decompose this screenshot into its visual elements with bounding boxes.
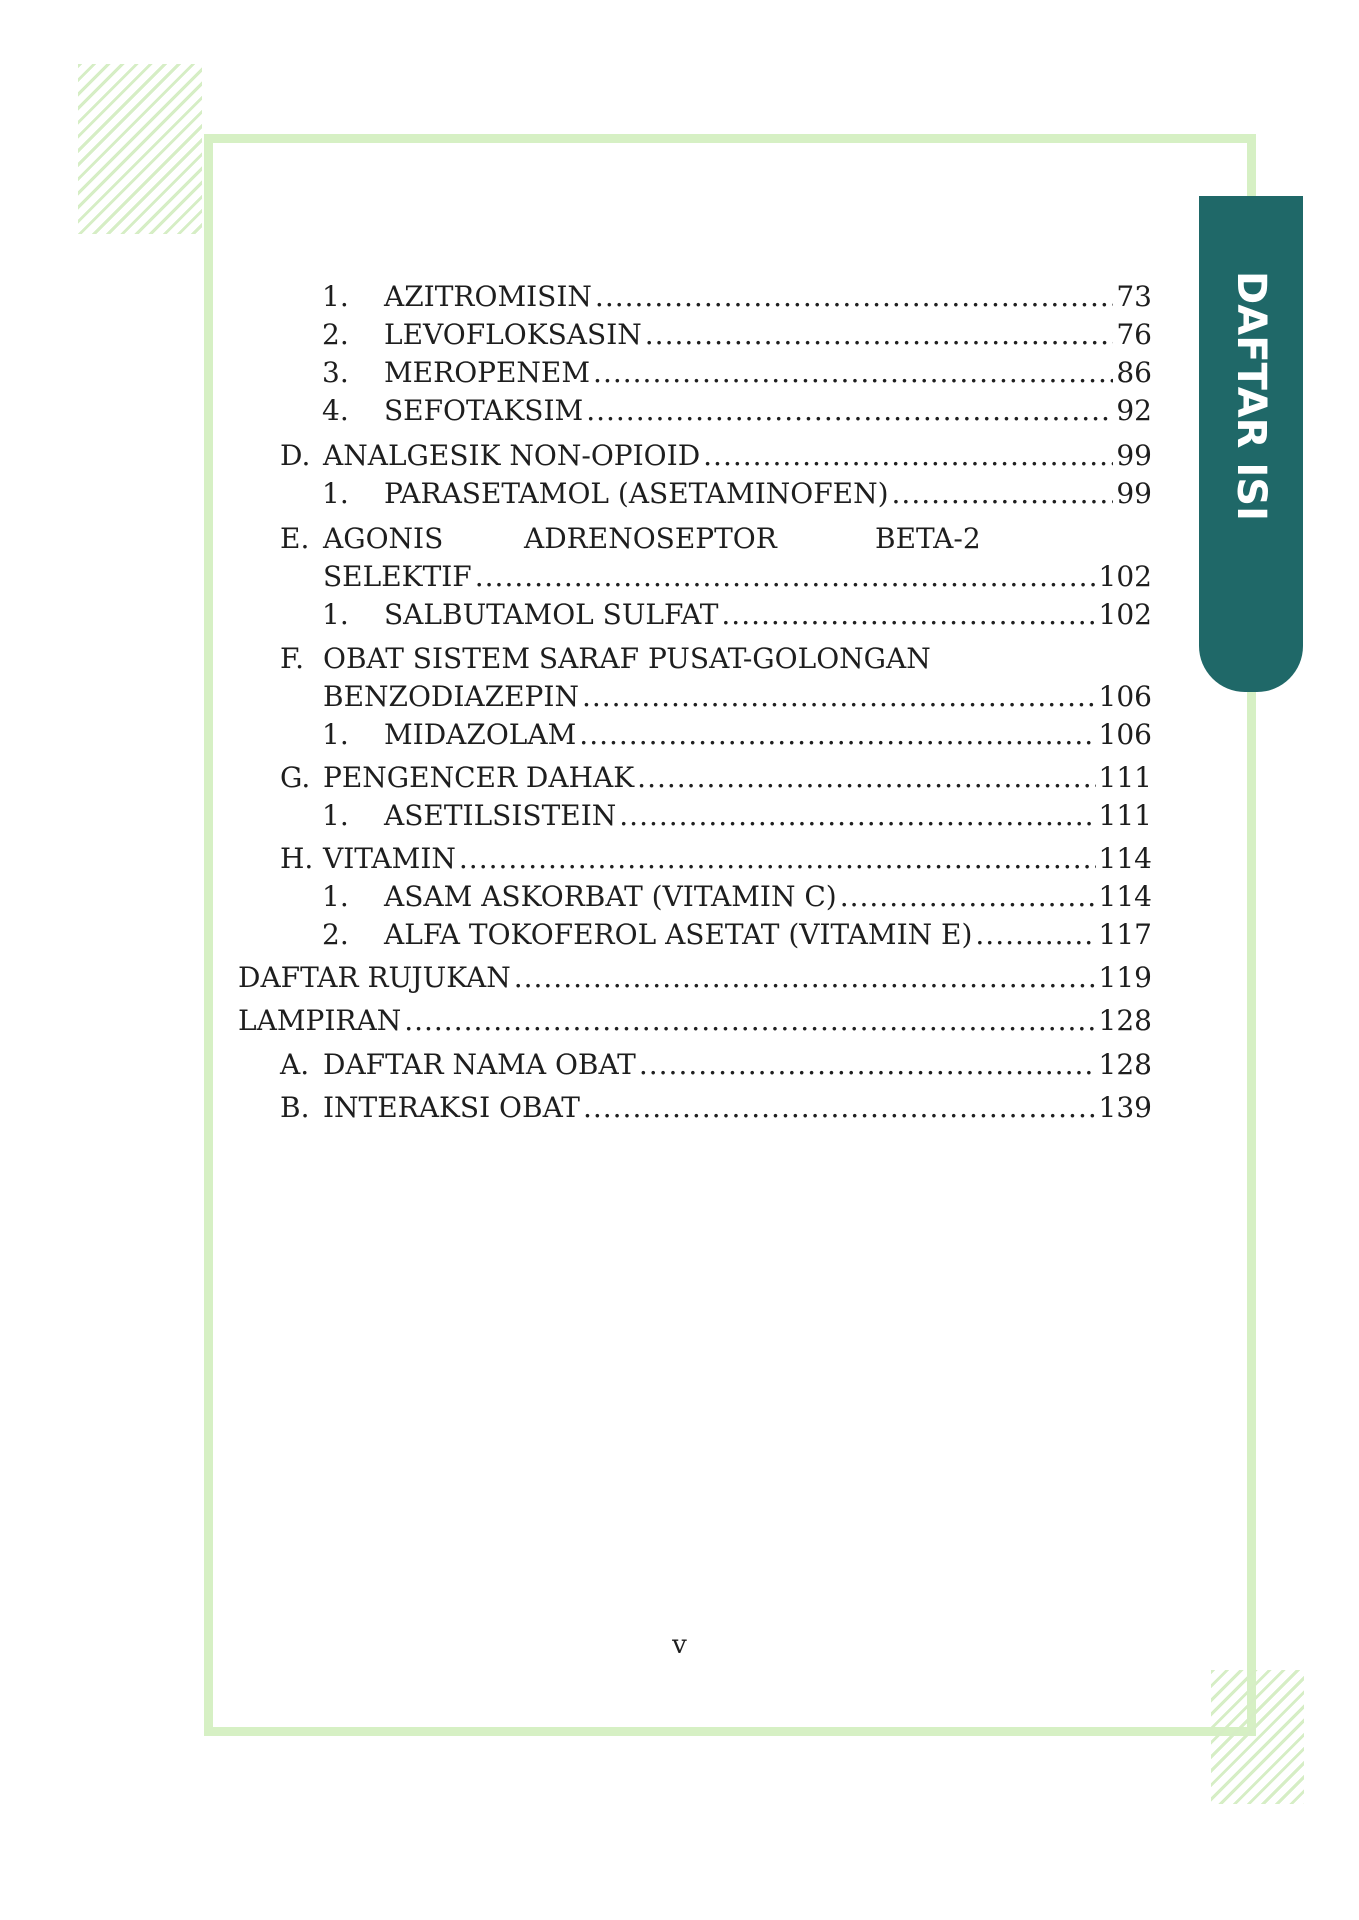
toc-entry[interactable] — [322, 474, 1152, 514]
leader-dots — [404, 1001, 1095, 1041]
leader-dots — [586, 391, 1113, 431]
toc-entry-label: SALBUTAMOL SULFAT — [384, 598, 719, 631]
toc-entry[interactable] — [322, 595, 1152, 635]
toc-entry-letter: F. — [280, 642, 304, 675]
toc-entry-label: PENGENCER DAHAK — [323, 761, 635, 794]
toc-entry-number: 2. — [322, 318, 349, 351]
toc-entry-label: MEROPENEM — [384, 356, 591, 389]
leader-dots — [975, 915, 1095, 955]
toc-entry-page: 128 — [1098, 1004, 1152, 1037]
leader-dots — [637, 758, 1095, 798]
leader-dots — [892, 474, 1114, 514]
toc-entry-label: ANALGESIK NON-OPIOID — [323, 439, 701, 472]
toc-entry-page: 114 — [1098, 842, 1152, 875]
section-side-tab — [1199, 196, 1303, 692]
leader-dots — [619, 796, 1095, 836]
decorative-hatch-top-left — [78, 64, 202, 234]
toc-entry[interactable] — [280, 436, 1152, 476]
toc-entry[interactable] — [323, 557, 1152, 597]
toc-entry-number: 2. — [322, 918, 349, 951]
toc-entry-label: INTERAKSI OBAT — [323, 1091, 580, 1124]
toc-entry-page: 117 — [1098, 918, 1152, 951]
toc-entry-letter: E. — [280, 522, 310, 555]
toc-entry[interactable] — [322, 715, 1152, 755]
toc-entry-letter: D. — [280, 439, 311, 472]
leader-dots — [639, 1045, 1096, 1085]
decorative-hatch-bottom-right — [1211, 1670, 1304, 1804]
leader-dots — [475, 557, 1096, 597]
leader-dots — [840, 877, 1096, 917]
leader-dots — [595, 277, 1113, 317]
toc-entry[interactable] — [280, 1088, 1152, 1128]
leader-dots — [514, 958, 1096, 998]
toc-entry-label-word: AGONIS — [323, 522, 444, 555]
toc-entry-page: 86 — [1116, 356, 1152, 389]
toc-entry-label: VITAMIN — [323, 842, 456, 875]
toc-entry-label: LEVOFLOKSASIN — [384, 318, 642, 351]
toc-entry-page: 111 — [1098, 761, 1152, 794]
toc-entry-label: SEFOTAKSIM — [384, 394, 584, 427]
toc-entry[interactable] — [322, 877, 1152, 917]
toc-entry-label: BENZODIAZEPIN — [323, 680, 579, 713]
leader-dots — [593, 353, 1113, 393]
toc-entry-label: ASETILSISTEIN — [384, 799, 617, 832]
leader-dots — [459, 839, 1096, 879]
toc-entry[interactable] — [323, 677, 1152, 717]
toc-entry-page: 106 — [1098, 680, 1152, 713]
toc-entry[interactable] — [280, 839, 1152, 879]
toc-entry-label-word: BETA-2 — [875, 522, 981, 555]
toc-entry-label: SELEKTIF — [323, 560, 472, 593]
toc-entry[interactable] — [280, 1045, 1152, 1085]
toc-entry-label: LAMPIRAN — [238, 1004, 402, 1037]
toc-entry-letter: B. — [280, 1091, 310, 1124]
leader-dots — [703, 436, 1113, 476]
toc-entry-number: 1. — [322, 280, 349, 313]
toc-entry-page: 102 — [1098, 598, 1152, 631]
toc-entry-label: PARASETAMOL (ASETAMINOFEN) — [384, 477, 889, 510]
toc-entry-letter: H. — [280, 842, 314, 875]
toc-entry-page: 102 — [1098, 560, 1152, 593]
toc-entry[interactable] — [322, 277, 1152, 317]
toc-entry-letter: G. — [280, 761, 311, 794]
toc-entry-page: 99 — [1116, 439, 1152, 472]
side-tab-label: DAFTAR ISI — [1228, 271, 1274, 521]
leader-dots — [579, 715, 1095, 755]
toc-entry-label: AZITROMISIN — [384, 280, 592, 313]
toc-entry-label-word: ADRENOSEPTOR — [524, 522, 777, 555]
toc-entry-page: 99 — [1116, 477, 1152, 510]
toc-entry-number: 1. — [322, 598, 349, 631]
toc-entry-page: 114 — [1098, 880, 1152, 913]
leader-dots — [721, 595, 1095, 635]
toc-entry-label: ALFA TOKOFEROL ASETAT (VITAMIN E) — [384, 918, 973, 951]
toc-entry-number: 1. — [322, 477, 349, 510]
toc-entry-page: 106 — [1098, 718, 1152, 751]
toc-entry-page: 92 — [1116, 394, 1152, 427]
leader-dots — [645, 315, 1114, 355]
toc-entry[interactable] — [322, 391, 1152, 431]
page-number: v — [672, 1630, 687, 1660]
leader-dots — [582, 677, 1096, 717]
toc-entry-number: 1. — [322, 718, 349, 751]
toc-entry-label: DAFTAR RUJUKAN — [238, 961, 511, 994]
toc-entry-page: 76 — [1116, 318, 1152, 351]
toc-entry[interactable] — [322, 315, 1152, 355]
toc-entry-page: 139 — [1098, 1091, 1152, 1124]
toc-entry[interactable] — [322, 796, 1152, 836]
toc-entry-page: 119 — [1098, 961, 1152, 994]
leader-dots — [583, 1088, 1096, 1128]
toc-entry-number: 1. — [322, 799, 349, 832]
toc-entry-letter: A. — [280, 1048, 310, 1081]
toc-entry-label: MIDAZOLAM — [384, 718, 577, 751]
toc-entry-page: 128 — [1098, 1048, 1152, 1081]
toc-entry[interactable] — [238, 958, 1152, 998]
toc-entry-label: ASAM ASKORBAT (VITAMIN C) — [384, 880, 837, 913]
toc-entry[interactable] — [280, 758, 1152, 798]
toc-entry[interactable] — [238, 1001, 1152, 1041]
toc-entry-page: 111 — [1098, 799, 1152, 832]
toc-entry[interactable] — [322, 915, 1152, 955]
toc-entry-label: DAFTAR NAMA OBAT — [323, 1048, 636, 1081]
toc-entry-number: 3. — [322, 356, 349, 389]
toc-entry-label-line: OBAT SISTEM SARAF PUSAT-GOLONGAN — [323, 642, 931, 675]
toc-entry[interactable] — [322, 353, 1152, 393]
toc-entry-page: 73 — [1116, 280, 1152, 313]
toc-entry-number: 4. — [322, 394, 349, 427]
toc-entry-number: 1. — [322, 880, 349, 913]
